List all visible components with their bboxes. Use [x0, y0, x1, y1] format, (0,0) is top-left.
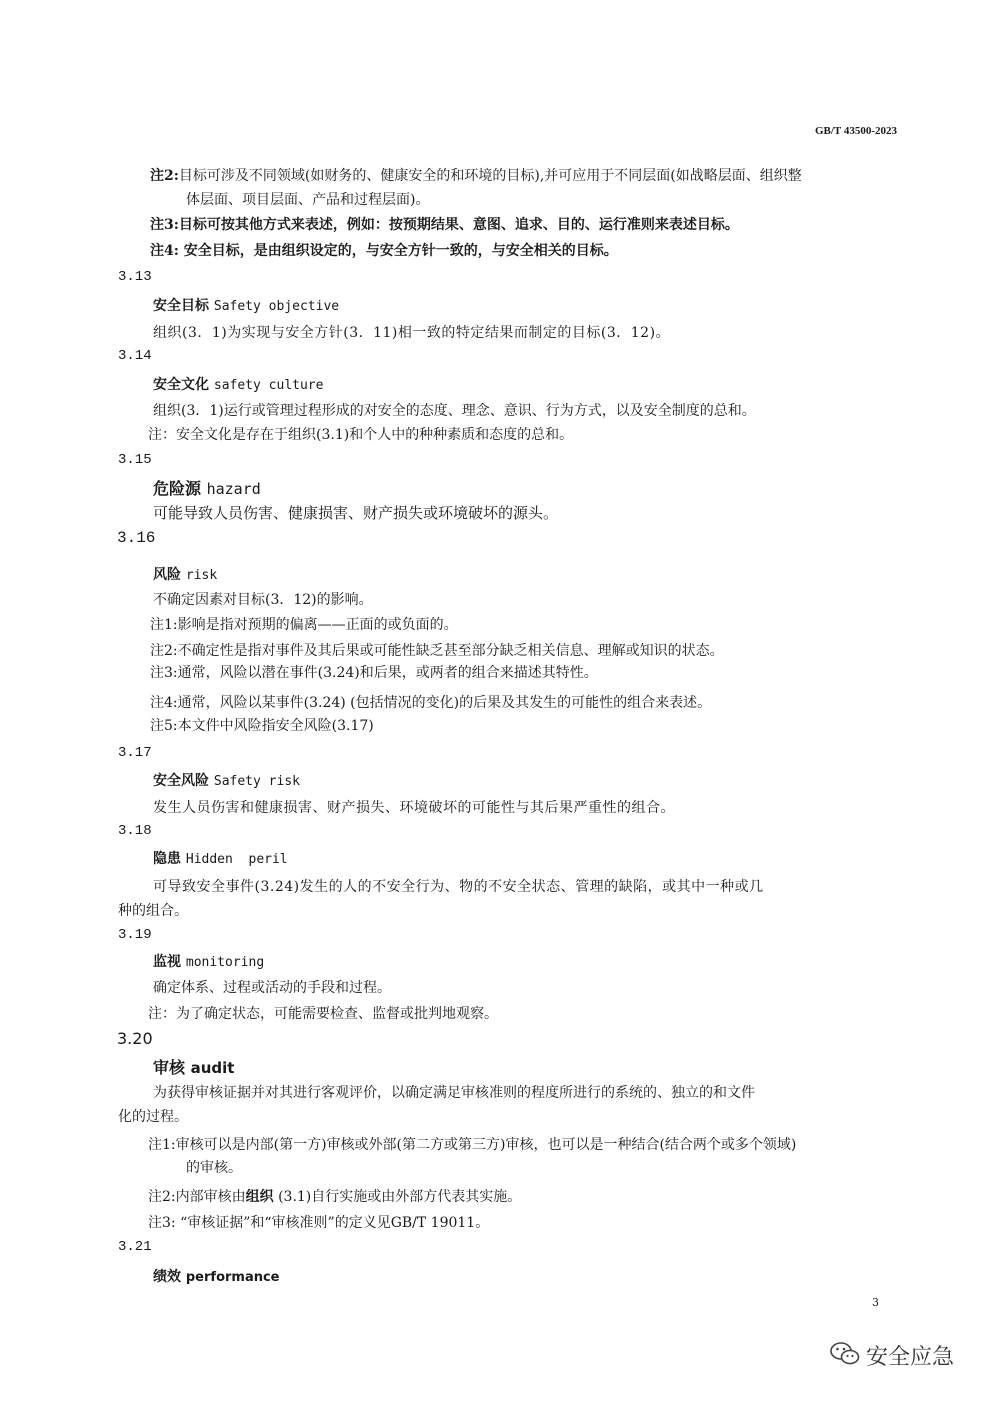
clause-number-3-20: 3.20: [117, 1029, 153, 1048]
clause-number-3-14: 3.14: [118, 348, 152, 364]
note-2-continued: 体层面、项目层面、产品和过程层面)。: [186, 192, 430, 208]
term-zh: 安全风险: [153, 773, 209, 789]
term-zh: 危险源: [153, 479, 202, 498]
clause-number-3-17: 3.17: [118, 745, 152, 761]
watermark-text: 安全应急: [866, 1345, 955, 1370]
note-3-20-1-continued: 的审核。: [186, 1160, 242, 1176]
note-label: 注2:: [150, 168, 179, 184]
term-zh: 安全目标: [153, 298, 209, 314]
term-zh: 监视: [153, 954, 181, 970]
definition-3-20: 为获得审核证据并对其进行客观评价，以确定满足审核准则的程度所进行的系统的、独立的和文件: [153, 1085, 755, 1101]
definition-3-13: 组织(3．1)为实现与安全方针(3．11)相一致的特定结果而制定的目标(3．12)。: [153, 325, 671, 341]
note-4: 注4: 安全目标，是由组织设定的，与安全方针一致的，与安全相关的目标。: [150, 243, 618, 259]
term-zh: 风险: [153, 567, 181, 583]
term-zh: 审核: [153, 1058, 186, 1077]
page-number: 3: [872, 1296, 879, 1309]
term-3-18: [153, 848, 288, 868]
term-reference: 组织: [245, 1189, 274, 1205]
term-en: audit: [190, 1059, 235, 1077]
note-3-16-3: 注3:通常，风险以潜在事件(3.24)和后果，或两者的组合来描述其特性。: [150, 665, 598, 681]
clause-number-3-13: 3.13: [118, 269, 152, 285]
term-3-17: [153, 770, 300, 790]
definition-3-18: 可导致安全事件(3.24)发生的人的不安全行为、物的不安全状态、管理的缺陷，或其中一种或几: [153, 879, 764, 895]
definition-3-18-continued: 种的组合。: [118, 903, 188, 919]
note-3-16-1: 注1:影响是指对预期的偏离——正面的或负面的。: [150, 617, 458, 633]
clause-number-3-21: 3.21: [118, 1239, 152, 1255]
note-3-14: 注：安全文化是存在于组织(3.1)和个人中的种种素质和态度的总和。: [148, 427, 574, 443]
clause-number-3-18: 3.18: [118, 823, 152, 839]
term-3-16: [153, 564, 217, 584]
note-3-19: 注：为了确定状态，可能需要检查、监督或批判地观察。: [148, 1006, 498, 1022]
term-en: risk: [185, 568, 218, 583]
term-3-21: [153, 1266, 280, 1286]
note-3-16-4: 注4:通常，风险以某事件(3.24) (包括情况的变化)的后果及其发生的可能性的组合来表述。: [150, 695, 712, 711]
note-3: 注3:目标可按其他方式来表述，例如：按预期结果、意图、追求、目的、运行准则来表述目标。: [150, 217, 739, 233]
clause-number-3-19: 3.19: [118, 927, 152, 943]
clause-number-3-16: 3.16: [117, 529, 156, 547]
definition-3-14: 组织(3．1)运行或管理过程形成的对安全的态度、理念、意识、行为方式，以及安全制度的总和。: [153, 403, 756, 419]
note-3-20-1: 注1:审核可以是内部(第一方)审核或外部(第二方或第三方)审核，也可以是一种结合(结合两个或多个领域): [148, 1137, 797, 1153]
term-zh: 安全文化: [153, 377, 209, 393]
note-3-16-5: 注5:本文件中风险指安全风险(3.17): [150, 718, 374, 734]
term-3-13: [153, 295, 339, 315]
term-en: Safety objective: [213, 299, 340, 314]
note-2: [150, 165, 802, 185]
standard-number: GB/T 43500-2023: [814, 125, 897, 137]
term-en: Safety risk: [213, 774, 300, 789]
wechat-icon: [830, 1341, 860, 1371]
definition-3-17: 发生人员伤害和健康损害、财产损失、环境破坏的可能性与其后果严重性的组合。: [153, 800, 675, 816]
definition-3-20-continued: 化的过程。: [118, 1109, 188, 1125]
term-en: Hidden peril: [185, 852, 288, 867]
note-text: 目标可涉及不同领域(如财务的、健康安全的和环境的目标),并可应用于不同层面(如战略层面、组织整: [178, 168, 802, 184]
term-en: hazard: [206, 480, 261, 498]
note-3-16-2: 注2:不确定性是指对事件及其后果或可能性缺乏甚至部分缺乏相关信息、理解或知识的状态。: [150, 643, 724, 659]
definition-3-16: 不确定因素对目标(3．12)的影响。: [153, 592, 373, 608]
watermark: [830, 1340, 954, 1371]
term-3-19: [153, 951, 264, 971]
note-text: (3.1)自行实施或由外部方代表其实施。: [273, 1189, 522, 1205]
term-3-15: [153, 476, 261, 499]
note-text: 注2:内部审核由: [148, 1189, 246, 1205]
term-zh: 隐患: [153, 851, 181, 867]
definition-3-15: 可能导致人员伤害、健康损害、财产损失或环境破坏的源头。: [153, 504, 559, 522]
definition-3-19: 确定体系、过程或活动的手段和过程。: [153, 980, 391, 996]
term-en: performance: [185, 1270, 280, 1285]
term-3-20: [153, 1055, 234, 1078]
term-zh: 绩效: [153, 1269, 181, 1285]
clause-number-3-15: 3.15: [118, 452, 152, 468]
term-en: safety culture: [213, 378, 324, 393]
note-3-20-3: 注3: “审核证据”和“审核准则”的定义见GB/T 19011。: [148, 1215, 490, 1231]
term-3-14: [153, 374, 323, 394]
note-3-20-2: [148, 1186, 521, 1206]
term-en: monitoring: [185, 955, 265, 970]
